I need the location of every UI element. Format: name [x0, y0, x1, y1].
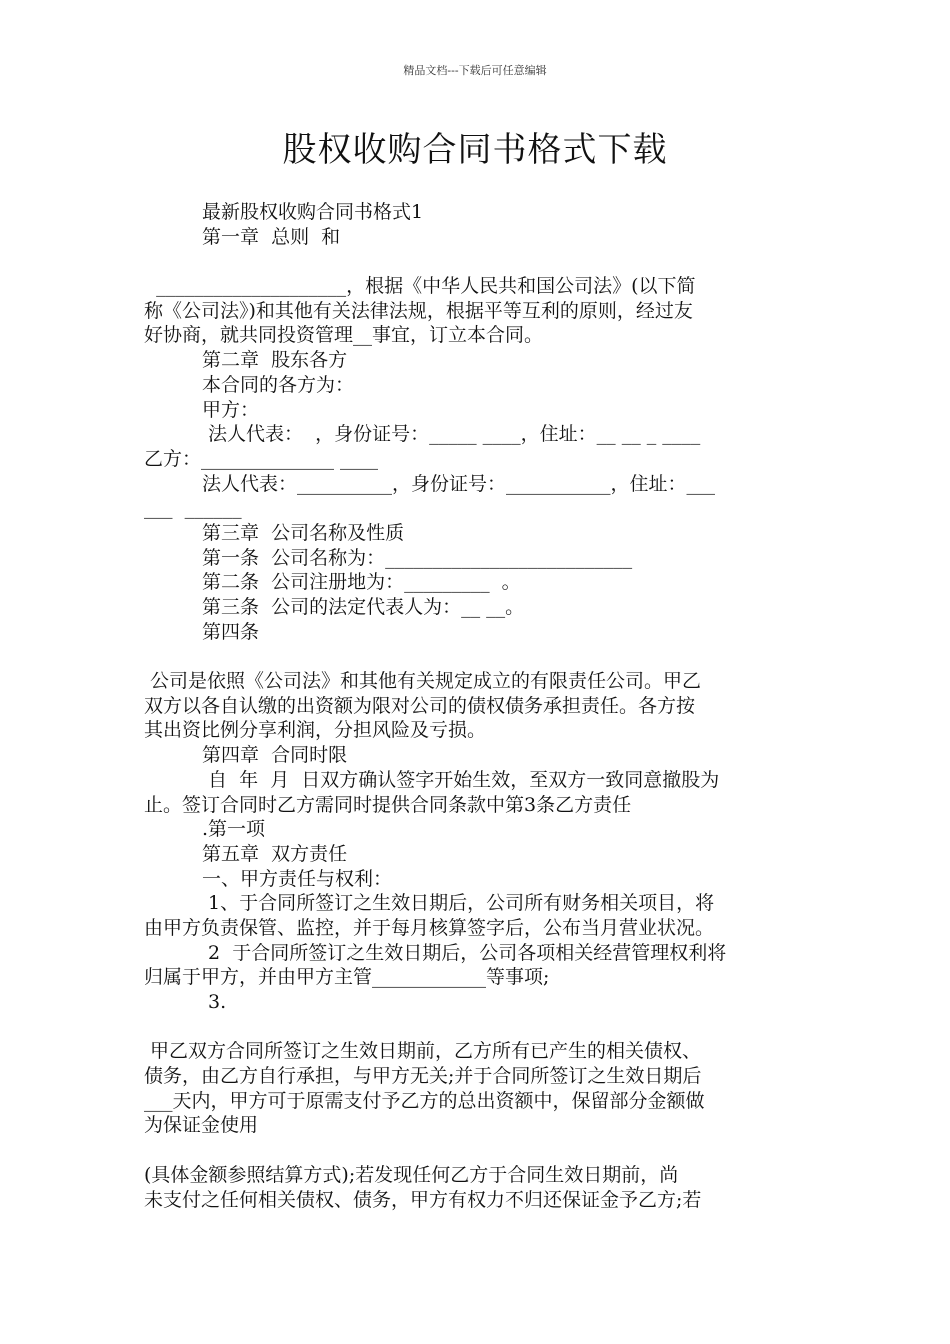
- blank-line: [144, 644, 808, 669]
- text-line: ___ ______: [144, 497, 242, 520]
- text-line: 第四条: [202, 620, 260, 643]
- text-line: (具体金额参照结算方式);若发现任何乙方于合同生效日期前，尚: [144, 1163, 679, 1186]
- text-line: 其出资比例分享利润，分担风险及亏损。: [144, 719, 487, 742]
- text-line: 最新股权收购合同书格式1: [202, 201, 424, 223]
- text-line: 为保证金使用: [144, 1114, 259, 1137]
- text-line: 称《公司法》)和其他有关法律法规，根据平等互利的原则，经过友: [144, 299, 693, 322]
- text-line: 第三章 公司名称及性质: [202, 521, 405, 544]
- text-line: 法人代表： ，身份证号：_____ ____，住址：__ __ _ ____: [202, 423, 701, 446]
- text-line: 2 于合同所签订之生效日期后，公司各项相关经营管理权利将: [202, 941, 727, 964]
- text-line: 第二章 股东各方: [202, 349, 348, 372]
- document-body: [144, 200, 808, 1212]
- text-line: ___天内，甲方可于原需支付予乙方的总出资额中，保留部分金额做: [144, 1089, 705, 1112]
- blank-line: [144, 1138, 808, 1163]
- text-line: 双方以各自认缴的出资额为限对公司的债权债务承担责任。各方按: [144, 694, 696, 717]
- text-line: .第一项: [202, 818, 266, 841]
- text-line: 1、于合同所签订之生效日期后，公司所有财务相关项目，将: [202, 892, 715, 915]
- blank-line: [144, 249, 808, 274]
- text-line: 3.: [202, 991, 227, 1013]
- text-line: 好协商，就共同投资管理__事宜，订立本合同。: [144, 324, 544, 347]
- text-line: 第五章 双方责任: [202, 842, 348, 865]
- text-line: 乙方：______________ ____: [144, 447, 379, 470]
- text-line: 第四章 合同时限: [202, 744, 348, 767]
- document-title: 股权收购合同书格式下载: [282, 130, 668, 170]
- text-line: 法人代表：__________，身份证号：___________，住址：___: [202, 472, 716, 495]
- text-line: 一、甲方责任与权利：: [202, 867, 393, 890]
- text-line: 归属于甲方，并由甲方主管____________等事项;: [144, 966, 550, 989]
- header-note: 精品文档---下载后可任意编辑: [403, 64, 547, 77]
- text-line: 债务，由乙方自行承担，与甲方无关;并于合同所签订之生效日期后: [144, 1065, 702, 1088]
- text-line: 第一条 公司名称为：__________________________: [202, 546, 633, 569]
- text-line: ____________________，根据《中华人民共和国公司法》(以下简: [144, 275, 696, 298]
- text-line: 公司是依照《公司法》和其他有关规定成立的有限责任公司。甲乙: [144, 670, 702, 693]
- text-line: 由甲方负责保管、监控，并于每月核算签字后，公布当月营业状况。: [144, 916, 715, 939]
- text-line: 自 年 月 日双方确认签字开始生效，至双方一致同意撤股为: [202, 768, 720, 791]
- text-line: 第三条 公司的法定代表人为：__ __。: [202, 596, 525, 618]
- text-line: 甲方：: [202, 398, 260, 421]
- text-line: 第二条 公司注册地为：_________ 。: [202, 571, 521, 594]
- text-line: 本合同的各方为：: [202, 373, 355, 396]
- blank-line: [144, 1015, 808, 1040]
- text-line: 未支付之任何相关债权、债务，甲方有权力不归还保证金予乙方;若: [144, 1188, 702, 1211]
- text-line: 第一章 总则 和: [202, 225, 341, 248]
- text-line: 甲乙双方合同所签订之生效日期前，乙方所有已产生的相关债权、: [144, 1040, 702, 1063]
- text-line: 止。签订合同时乙方需同时提供合同条款中第3条乙方责任: [144, 793, 632, 816]
